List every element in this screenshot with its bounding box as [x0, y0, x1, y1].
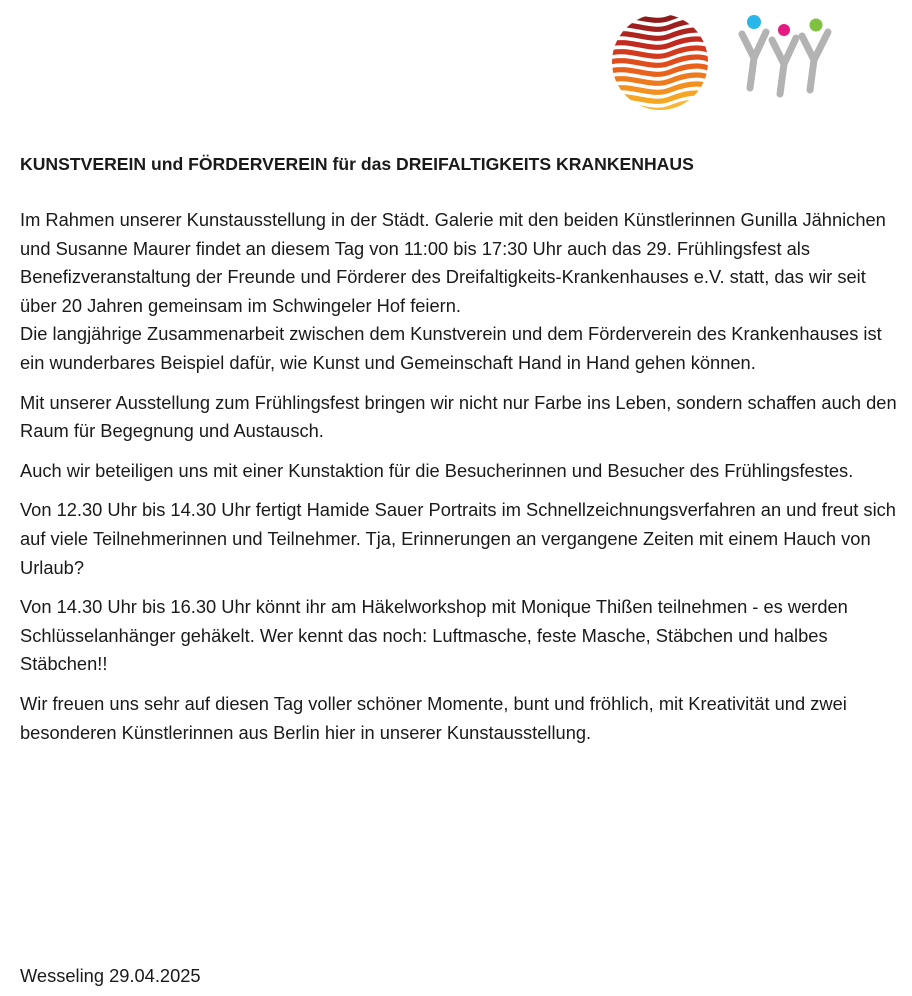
logo-area [600, 8, 850, 118]
paragraph-cooperation: Die langjährige Zusammenarbeit zwischen dem Kunstverein und dem Förderverein des Krankenhauses ist ein wunderbares Beispiel dafür, wie Kunst und Gemeinschaft Hand in Hand gehen können. [20, 323, 882, 373]
letter-body [20, 206, 900, 747]
place-date: Wesseling 29.04.2025 [20, 965, 201, 986]
three-figures-logo [734, 10, 844, 100]
paragraph-portraits: Von 12.30 Uhr bis 14.30 Uhr fertigt Hamide Sauer Portraits im Schnellzeichnungsverfahren an und freut sich auf viele Teilnehmerinnen und Teilnehmer. Tja, Erinnerungen an vergangene Zeiten mit einem Hauch von Urlaub? [20, 499, 896, 578]
paragraph-closing: Wir freuen uns sehr auf diesen Tag voller schöner Momente, bunt und fröhlich, mit Kreativität und zwei besonderen Künstlerinnen aus Berlin hier in unserer Kunstausstellung. [20, 692, 847, 743]
paragraph-exhibition: Mit unserer Ausstellung zum Frühlingsfest bringen wir nicht nur Farbe ins Leben, sondern schaffen auch den Raum für Begegnung und Austausch. [20, 391, 897, 442]
sun-wave-logo [610, 12, 710, 112]
paragraph-intro: Im Rahmen unserer Kunstausstellung in der Städt. Galerie mit den beiden Künstlerinnen Gunilla Jähnichen und Susanne Maurer findet an diesem Tag von 11:00 bis 17:30 Uhr auch das 29. Frühlingsfest als Benefizveranstaltung der Freunde und Förderer des Dreifaltigkeits-Krankenhauses e.V. statt, das wir seit über 20 Jahren gemeinsam im Schwingeler Hof feiern. [20, 209, 886, 316]
paragraph-crochet-workshop: Von 14.30 Uhr bis 16.30 Uhr könnt ihr am Häkelworkshop mit Monique Thißen teilnehmen - es werden Schlüsselanhänger gehäkelt. Wer kennt das noch: Luftmasche, feste Masche, Stäbchen und halbes Stäbchen!! [20, 596, 848, 675]
page-title: KUNSTVEREIN und FÖRDERVEREIN für das DREIFALTIGKEITS KRANKENHAUS [20, 154, 694, 174]
paragraph-art-action: Auch wir beteiligen uns mit einer Kunstaktion für die Besucherinnen und Besucher des Frühlingsfestes. [20, 459, 854, 481]
